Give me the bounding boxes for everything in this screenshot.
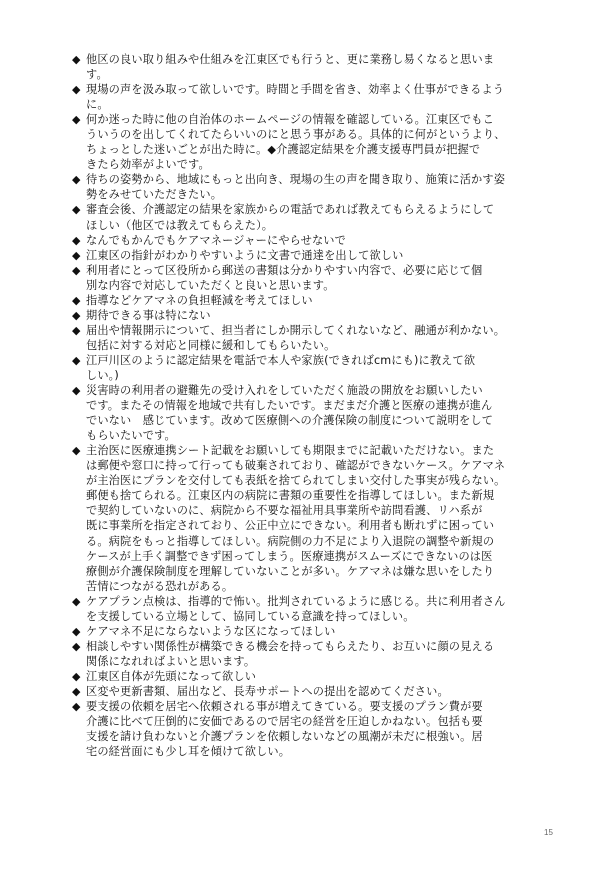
- list-item-text-line: もらいたいです。: [86, 429, 176, 443]
- list-item-text-line: が主治医にプランを交付しても表紙を捨てられてしまい交付した事実が残らない。: [86, 474, 506, 488]
- list-item-text-line: 江東区自体が先頭になって欲しい: [86, 669, 257, 683]
- list-item-text-line: 届出や情報開示について、担当者にしか開示してくれないなど、融通が利かない。: [86, 323, 506, 337]
- list-item: [72, 112, 542, 172]
- diamond-bullet-icon: ◆: [72, 323, 81, 337]
- diamond-bullet-icon: ◆: [72, 639, 81, 653]
- list-item-text-line: 期待できる事は特にない: [86, 308, 211, 322]
- list-item-text-line: 宅の経営面にも少し耳を傾けて欲しい。: [86, 745, 291, 759]
- list-item: [72, 308, 542, 323]
- list-item-text-line: ちょっとした迷いごとが出た時に。◆介護認定結果を介護支援専門員が把握で: [86, 143, 481, 157]
- list-item-text-line: に。: [86, 98, 109, 112]
- list-item: [72, 82, 542, 112]
- list-item-text-line: 区変や更新書類、届出など、長寿サポートへの提出を認めてください。: [86, 684, 449, 698]
- list-item: [72, 624, 542, 639]
- list-item-text-line: 指導などケアマネの負担軽減を考えてほしい: [86, 293, 313, 307]
- list-item: [72, 353, 542, 383]
- diamond-bullet-icon: ◆: [72, 684, 81, 698]
- list-item-text-line: 要支援の依頼を居宅へ依頼される事が増えてきている。要支援のプラン費が要: [86, 700, 483, 714]
- diamond-bullet-icon: ◆: [72, 293, 81, 307]
- list-item-text-line: ケースが上手く調整できず困ってしまう。医療連携がスムーズにできないのは医: [86, 549, 493, 563]
- list-item-text-line: 別な内容で対応していただくと良いと思います。: [86, 278, 335, 292]
- list-item-text-line: 支援を請け負わないと介護プランを依頼しないなどの風潮が未だに根強い。居: [86, 730, 483, 744]
- diamond-bullet-icon: ◆: [72, 113, 81, 127]
- diamond-bullet-icon: ◆: [72, 308, 81, 322]
- diamond-bullet-icon: ◆: [72, 173, 81, 187]
- diamond-bullet-icon: ◆: [72, 669, 81, 683]
- list-item: [72, 233, 542, 248]
- diamond-bullet-icon: ◆: [72, 353, 81, 367]
- list-item: [72, 639, 542, 669]
- list-item-text-line: 江東区の指針がわかりやすいように文書で通達を出して欲しい: [86, 248, 404, 262]
- list-item-text-line: 勢をみせていただきたい。: [86, 188, 223, 202]
- list-item: [72, 52, 542, 82]
- list-item: [72, 443, 542, 593]
- diamond-bullet-icon: ◆: [72, 203, 81, 217]
- comment-list: [72, 52, 542, 759]
- list-item: [72, 202, 542, 232]
- list-item: [72, 248, 542, 263]
- diamond-bullet-icon: ◆: [72, 263, 81, 277]
- diamond-bullet-icon: ◆: [72, 233, 81, 247]
- list-item-text-line: 他区の良い取り組みや仕組みを江東区でも行うと、更に業務し易くなると思いま: [86, 53, 495, 66]
- list-item-text-line: 既に事業所を指定されており、公正中立にできない。利用者も断れずに困ってい: [86, 519, 495, 533]
- diamond-bullet-icon: ◆: [72, 53, 81, 66]
- page-number: 15: [544, 828, 553, 837]
- list-item-text-line: 災害時の利用者の避難先の受け入れをしていただく施設の開放をお願いしたい: [86, 384, 483, 398]
- list-item-text-line: 相談しやすい関係性が構築できる機会を持ってもらえたり、お互いに顔の見える: [86, 639, 495, 653]
- list-item-text-line: 利用者にとって区役所から郵送の書類は分かりやすい内容で、必要に応じて個: [86, 263, 483, 277]
- diamond-bullet-icon: ◆: [72, 384, 81, 398]
- list-item: [72, 383, 542, 443]
- list-item: [72, 172, 542, 202]
- list-item-text-line: 主治医に医療連携シート記載をお願いしても期限までに記載いただけない。また: [86, 444, 495, 458]
- diamond-bullet-icon: ◆: [72, 444, 81, 458]
- list-item-text-line: 療側が介護保険制度を理解していないことが多い。ケアマネは嫌な思いをしたり: [86, 564, 495, 578]
- list-item-text-line: 関係になれればよいと思います。: [86, 654, 256, 668]
- diamond-bullet-icon: ◆: [72, 83, 81, 97]
- list-item: [72, 263, 542, 293]
- list-item-text-line: なんでもかんでもケアマネージャーにやらせないで: [86, 233, 346, 247]
- list-item-text-line: る。病院をもっと指導してほしい。病院側の力不足により入退院の調整や新規の: [86, 534, 495, 548]
- list-item-text-line: 待ちの姿勢から、地域にもっと出向き、現場の生の声を聞き取り、施策に活かす姿: [86, 173, 506, 187]
- list-item-text-line: 何か迷った時に他の自治体のホームページの情報を確認している。江東区でもこ: [86, 113, 494, 127]
- diamond-bullet-icon: ◆: [72, 594, 81, 608]
- list-item-text-line: 包括に対する対応と同様に緩和してもらいたい。: [86, 338, 336, 352]
- list-item-text-line: 現場の声を汲み取って欲しいです。時間と手間を省き、効率よく仕事ができるよう: [86, 83, 505, 97]
- list-item-text-line: ケアマネ不足にならないような区になってほしい: [86, 624, 336, 638]
- list-item-text-line: しい。): [86, 368, 119, 382]
- diamond-bullet-icon: ◆: [72, 624, 81, 638]
- list-item: [72, 684, 542, 699]
- list-item-text-line: でいない 感じています。改めて医療側への介護保険の制度について説明をして: [86, 414, 494, 428]
- list-item-text-line: ケアプラン点検は、指導的で怖い。批判されているように感じる。共に利用者さん: [86, 594, 506, 608]
- list-item-text-line: を支援している立場として、協同している意識を持ってほしい。: [86, 609, 415, 623]
- list-item-text-line: で契約していないのに、病院から不要な福祉用具事業所や訪問看護、リハ系が: [86, 504, 483, 518]
- list-item: [72, 594, 542, 624]
- list-item-text-line: きたら効率がよいです。: [86, 158, 210, 172]
- list-item-text-line: ほしい（他区では教えてもらえた）。: [86, 218, 274, 232]
- list-item: [72, 669, 542, 684]
- list-item: [72, 323, 542, 353]
- list-item-text-line: です。またその情報を地域で共有したいです。まだまだ介護と医療の連携が進ん: [86, 399, 493, 413]
- list-item-text-line: は郵便や窓口に持って行っても破棄されており、確認ができないケース。ケアマネ: [86, 459, 506, 473]
- list-item-text-line: 江戸川区のように認定結果を電話で本人や家族(できればcmにも)に教えて欲: [86, 353, 476, 367]
- list-item-text-line: 郵便も捨てられる。江東区内の病院に書類の重要性を指導してほしい。また新規: [86, 489, 495, 503]
- list-item-text-line: ういうのを出してくれてたらいいのにと思う事がある。具体的に何がというより、: [86, 128, 506, 142]
- diamond-bullet-icon: ◆: [72, 700, 81, 714]
- diamond-bullet-icon: ◆: [72, 248, 81, 262]
- list-item: [72, 293, 542, 308]
- list-item: [72, 699, 542, 759]
- list-item-text-line: す。: [86, 68, 108, 82]
- list-item-text-line: 審査会後、介護認定の結果を家族からの電話であれば教えてもらえるようにして: [86, 203, 495, 217]
- list-item-text-line: 苦情につながる恐れがある。: [86, 579, 234, 593]
- list-item-text-line: 介護に比べて圧倒的に安価であるので居宅の経営を圧迫しかねない。包括も要: [86, 715, 483, 729]
